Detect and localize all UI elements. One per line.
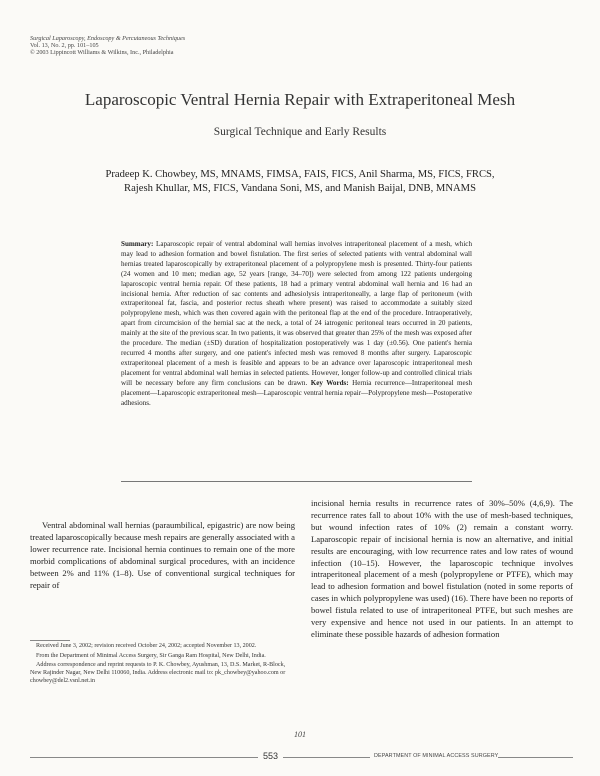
author-line-1: Pradeep K. Chowbey, MS, MNAMS, FIMSA, FAIS, FICS, Anil Sharma, MS, FICS, FRCS,: [105, 169, 495, 180]
footnote-divider: [30, 640, 70, 641]
footnote-correspondence: Address correspondence and reprint requests to P. K. Chowbey, Ayushman, 13, D.S. Market, R-Block, New Rajinder Nagar, New Delhi 110060, India. Address electronic mail to: pk_chowbey@yahoo.com or chowbey@del2.vsnl.net.in: [30, 662, 286, 684]
body-column-left: Ventral abdominal wall hernias (paraumbilical, epigastric) are now being treated laparoscopically because mesh repairs are generally associated with a lower recurrence rate. Incisional hernia continues to remain one of the more morbid complications of abdominal surgical procedures, with an incidence between 2% and 11% (1–8). Use of conventional surgical techniques for repair of: [30, 520, 295, 590]
page-number: 101: [294, 730, 306, 739]
key-words: Hernia recurrence—Intraperitoneal mesh placement—Laparoscopic extraperitoneal mesh—Laparoscopic ventral hernia repair—Polypropylene mesh—Postoperative adhesions.: [121, 378, 473, 407]
journal-name: Surgical Laparoscopy, Endoscopy & Percutaneous Techniques: [30, 35, 186, 42]
article-subtitle: Surgical Technique and Early Results: [213, 126, 387, 138]
author-line-2: Rajesh Khullar, MS, FICS, Vandana Soni, MS, and Manish Baijal, DNB, MNAMS: [124, 183, 476, 194]
abstract: [121, 240, 472, 408]
footnote-received: Received June 3, 2002; revision received October 24, 2002; accepted November 13, 2002.: [36, 643, 257, 649]
journal-header: [30, 35, 185, 57]
footnotes: [30, 642, 295, 687]
body-column-right: incisional hernia results in recurrence rates of 30%–50% (4,6,9). The recurrence rates fall to about 10% with the use of mesh-based techniques, but wound infection rates of 10% (2) remain a constant worry. Laparoscopic repair of incisional hernia is now an alternative, and initial results are encouraging, with low recurrence rates and low rates of wound infection (10–15). However, the laparoscopic technique involves intraperitoneal placement of a mesh (polypropylene or PTFE), which may lead to adhesion formation and bowel fistulation (noted in some reports of cases in which polypropylene was used) (16). There have been no reports of bowel fistula related to use of intraperitoneal PTFE, but such meshes are very expensive and hence not used in our patients. In an attempt to eliminate these possible hazards of adhesion formation: [311, 498, 573, 639]
article-title: Laparoscopic Ventral Hernia Repair with Extraperitoneal Mesh: [84, 90, 516, 109]
department-footer: DEPARTMENT OF MINIMAL ACCESS SURGERY: [370, 753, 498, 759]
journal-volume: Vol. 13, No. 2, pp. 101–105: [30, 42, 99, 50]
abstract-divider: [121, 481, 472, 482]
author-list: [60, 168, 540, 196]
key-words-label: Key Words:: [310, 378, 349, 387]
journal-copyright: © 2003 Lippincott Williams & Wilkins, Inc., Philadelphia: [30, 49, 174, 57]
summary-label: Summary:: [121, 240, 154, 248]
abstract-body: Laparoscopic repair of ventral abdominal wall hernias involves intraperitoneal placement of a mesh, which may lead to adhesion formation and bowel fistulation. The first series of selected patients with ventral abdominal wall hernias treated laparoscopically by extraperitoneal placement of a polypropylene mesh is presented. Thirty-four patients (24 women and 10 men; median age, 52 years [range, 34–70]) were selected from among 122 patients undergoing laparoscopic ventral hernia repair. Of these patients, 18 had a primary ventral abdominal wall hernia and 16 had an incisional hernia. After reduction of sac contents and adhesiolysis intraperitoneally, a large flap of peritoneum (with extraperitoneal fat, fascia, and posterior rectus sheath where present) was raised to accommodate a suitably sized polypropylene mesh, which was then covered again with the peritoneal flap at the end of the procedure. Intraoperatively, apart from circumcision of the hernial sac at the neck, a total of 24 iatrogenic peritoneal tears occurred in 20 patients, mainly at the site of the previous scar. In two patients, it was observed that greater than 25% of the mesh was exposed after the procedure. The median (±SD) duration of hospitalization postoperatively was 1 day (±0.56). One patient's hernia recurred 4 months after surgery, and one patient's infected mesh was removed 8 months after surgery. Laparoscopic extraperitoneal placement of a mesh is feasible and appears to be an advance over laparoscopic intraperitoneal mesh placement for ventral abdominal wall hernias in selected patients. However, longer follow-up and controlled clinical trials will be necessary before any firm conclusions can be drawn.: [121, 240, 472, 387]
footnote-affiliation: From the Department of Minimal Access Surgery, Sir Ganga Ram Hospital, New Delhi, India.: [36, 652, 266, 659]
printed-page-number: 553: [258, 751, 283, 761]
